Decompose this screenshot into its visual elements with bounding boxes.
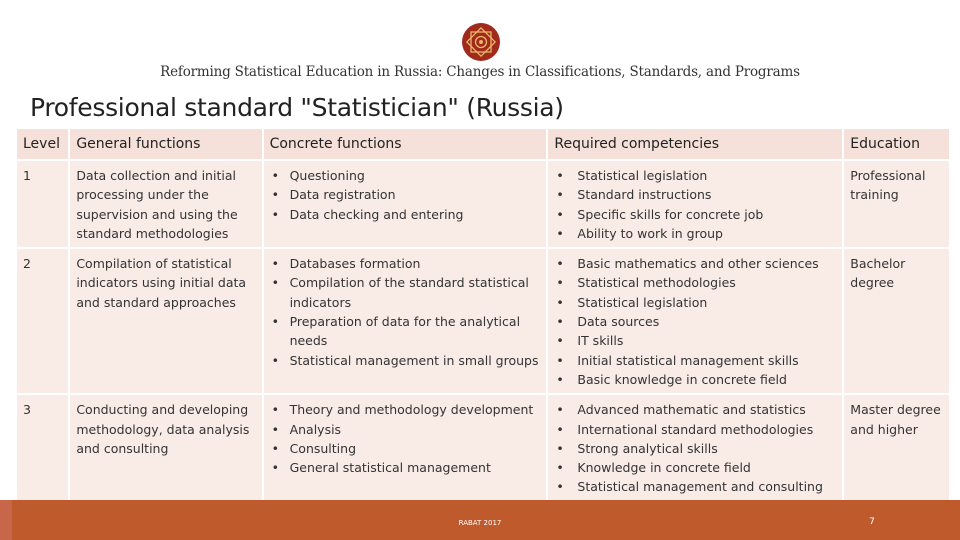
concrete-functions-cell (264, 161, 547, 247)
list-item: • Advanced mathematic and statistics (554, 400, 836, 419)
list-item: • Specific skills for concrete job (554, 205, 836, 224)
list-item: • Data registration (270, 185, 541, 204)
concrete-functions-cell (264, 249, 547, 393)
list-item: • Basic knowledge in concrete field (554, 370, 836, 389)
list-item: • Data checking and entering (270, 205, 541, 224)
level-cell: 1 (17, 161, 68, 247)
list-item: • Statistical legislation (554, 166, 836, 185)
list-item: • Strong analytical skills (554, 439, 836, 458)
page-title: Professional standard "Statistician" (Russia) (30, 93, 564, 122)
header-general-functions: General functions (70, 129, 261, 159)
level-cell: 3 (17, 395, 68, 520)
general-functions-cell: Data collection and initial processing under the supervision and using the standard methodologies (70, 161, 261, 247)
list-item: • Analysis (270, 420, 541, 439)
list-item: • Initial statistical management skills (554, 351, 836, 370)
general-functions-cell: Compilation of statistical indicators using initial data and standard approaches (70, 249, 261, 393)
list-item: • Ability to work in group (554, 224, 836, 243)
list-item: • Theory and methodology development (270, 400, 541, 419)
table-row (17, 249, 949, 393)
list-item: • Statistical legislation (554, 293, 836, 312)
octagram-emblem-icon (461, 22, 501, 62)
footer-accent-strip (0, 500, 12, 540)
list-item: • International standard methodologies (554, 420, 836, 439)
competencies-cell (548, 249, 842, 393)
header-level: Level (17, 129, 68, 159)
list-item: • Basic mathematics and other sciences (554, 254, 836, 273)
list-item: • Databases formation (270, 254, 541, 273)
list-item: • Consulting (270, 439, 541, 458)
page-number: 7 (869, 517, 875, 527)
presentation-subtitle: Reforming Statistical Education in Russia: Changes in Classifications, Standards, and Programs (160, 64, 800, 80)
education-cell: Professional training (844, 161, 949, 247)
header-education: Education (844, 129, 949, 159)
general-functions-cell: Conducting and developing methodology, data analysis and consulting (70, 395, 261, 520)
list-item: • Knowledge in concrete field (554, 458, 836, 477)
list-item: • General statistical management (270, 458, 541, 477)
list-item: • Preparation of data for the analytical needs (270, 312, 541, 351)
header-concrete-functions: Concrete functions (264, 129, 547, 159)
table-row (17, 161, 949, 247)
list-item: • Statistical management in small groups (270, 351, 541, 370)
education-cell: Master degree and higher (844, 395, 949, 520)
professional-standard-table (15, 127, 951, 522)
education-cell: Bachelor degree (844, 249, 949, 393)
footer-event-label: RABAT 2017 (458, 519, 502, 527)
list-item: • IT skills (554, 331, 836, 350)
level-cell: 2 (17, 249, 68, 393)
list-item: • Standard instructions (554, 185, 836, 204)
list-item: • Statistical management and consulting (554, 477, 836, 516)
table-header-row (17, 129, 949, 159)
list-item: • Compilation of the standard statistical indicators (270, 273, 541, 312)
header-required-competencies: Required competencies (548, 129, 842, 159)
list-item: • Statistical methodologies (554, 273, 836, 292)
list-item: • Data sources (554, 312, 836, 331)
competencies-cell (548, 161, 842, 247)
list-item: • Questioning (270, 166, 541, 185)
